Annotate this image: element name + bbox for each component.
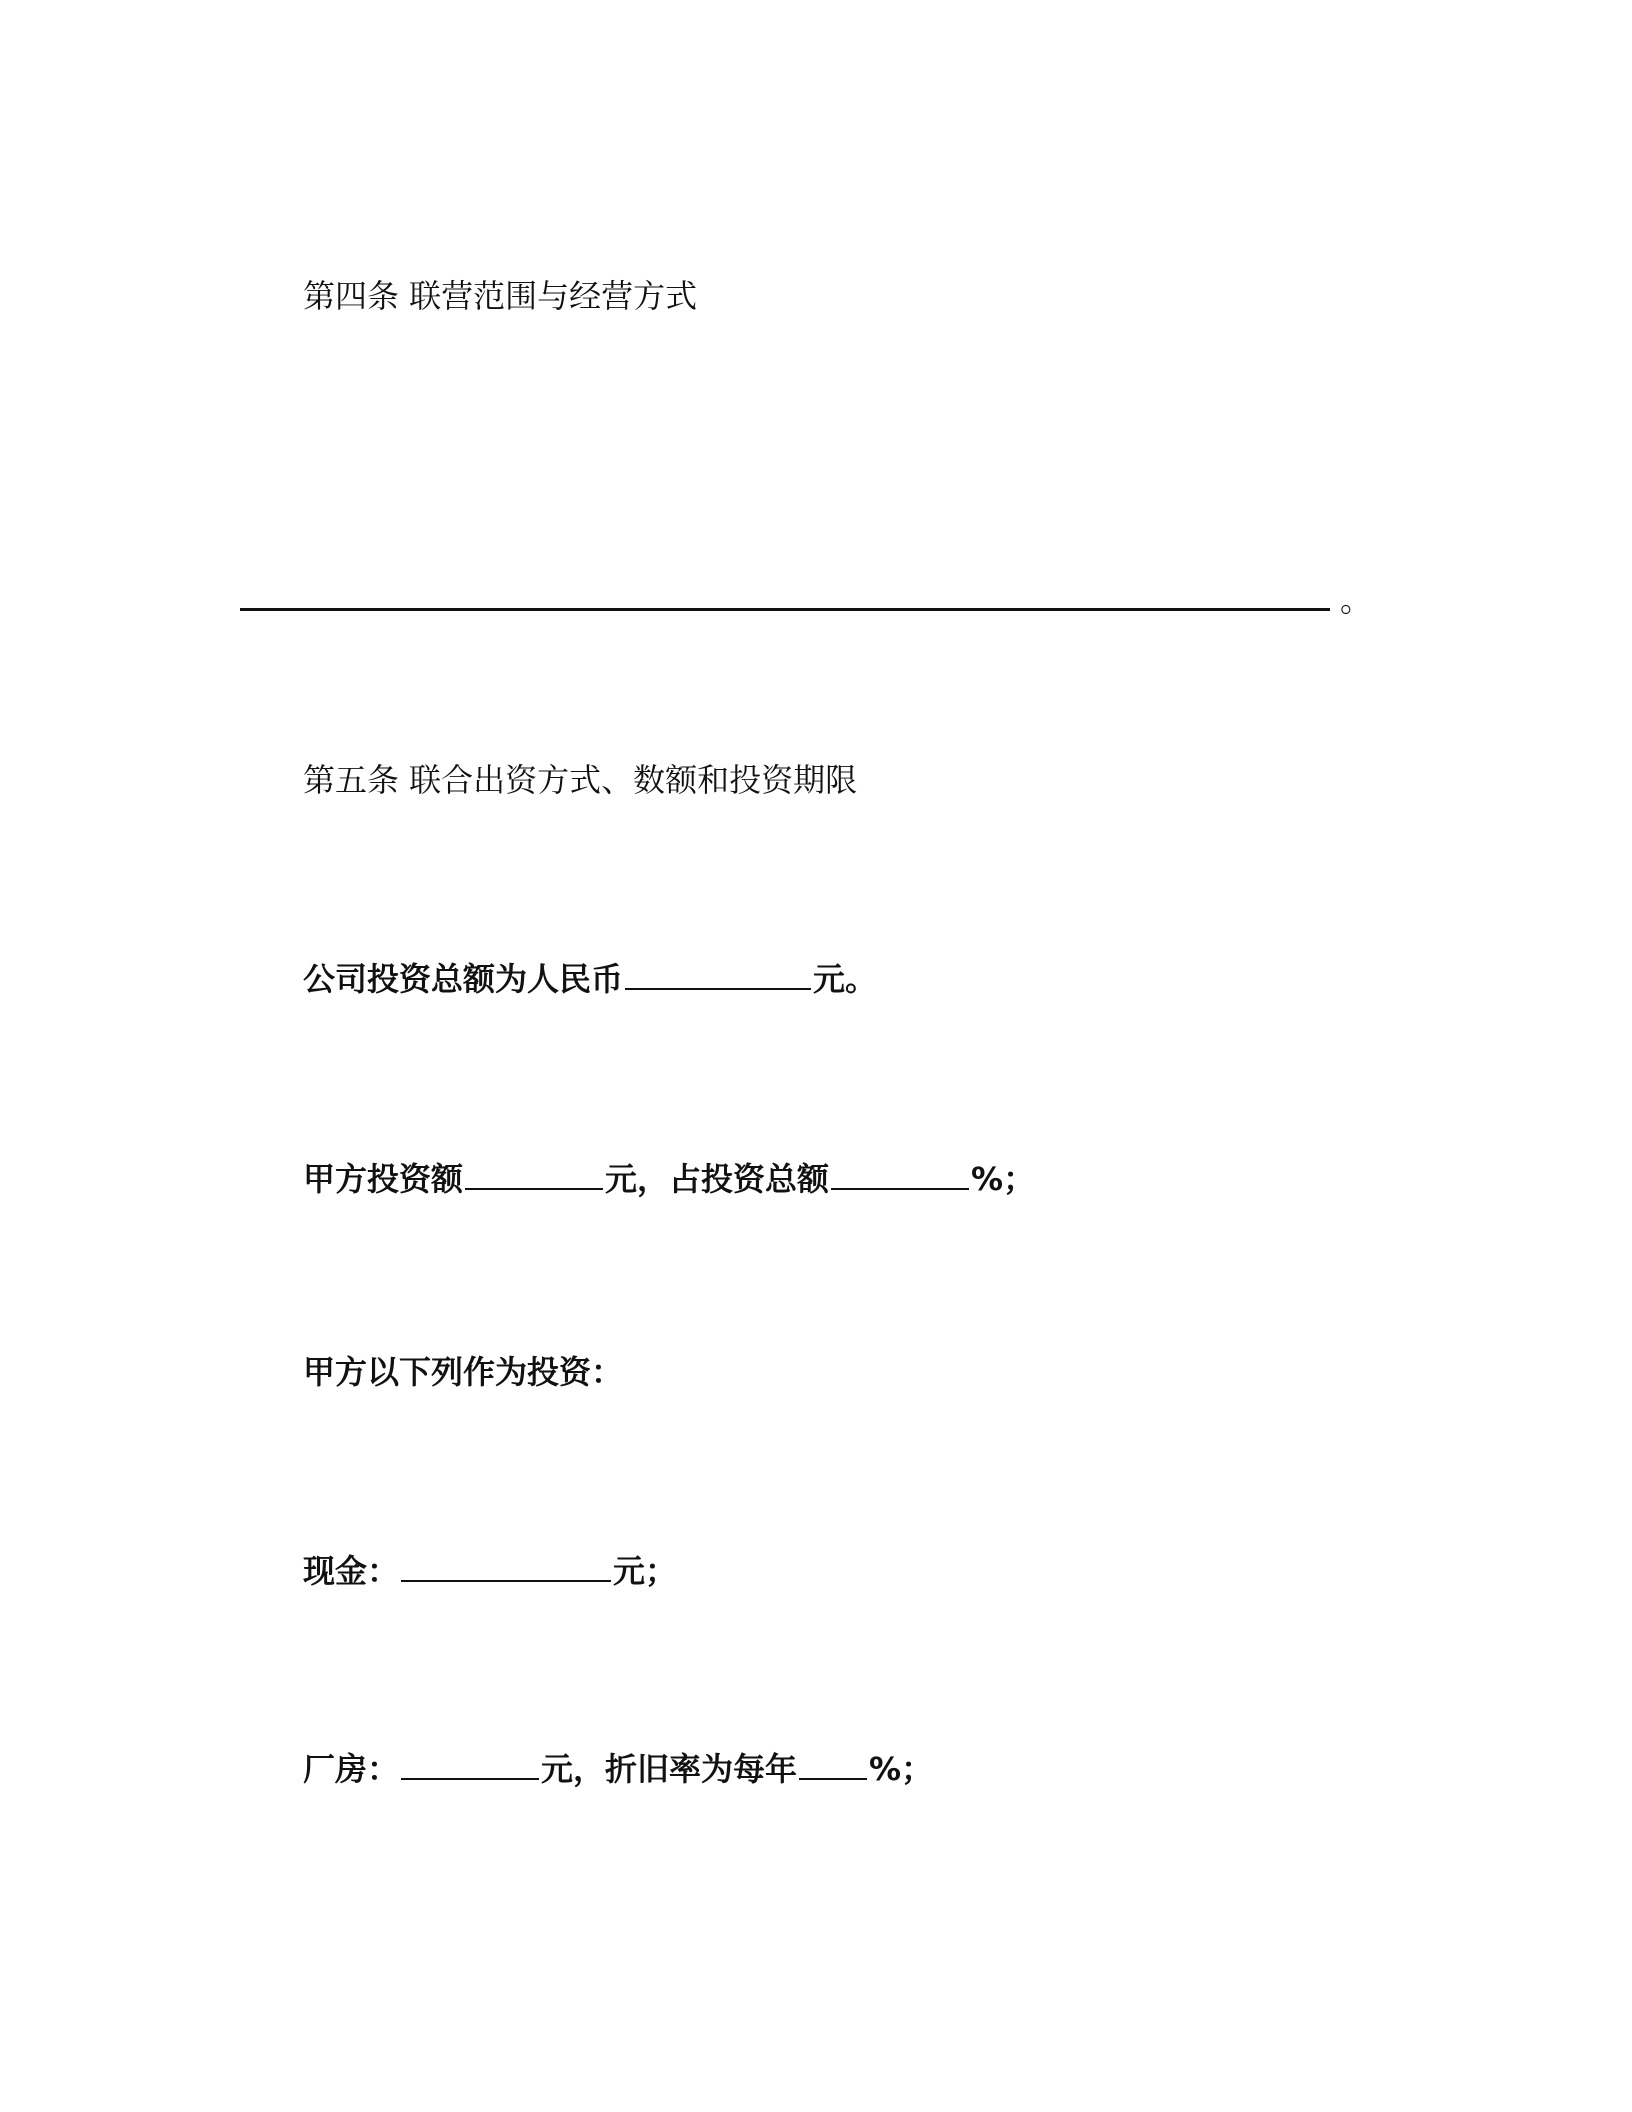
party-a-amount-blank [465, 1158, 603, 1190]
total-investment-prefix: 公司投资总额为人民币 [303, 960, 624, 998]
article-4-heading: 第四条 联营范围与经营方式 [303, 277, 698, 315]
party-a-items-intro: 甲方以下列作为投资： [303, 1353, 624, 1391]
plant-suffix: %； [869, 1750, 934, 1788]
total-investment-suffix: 元。 [813, 960, 878, 998]
plant-amount-blank [401, 1748, 539, 1780]
cash-amount-blank [401, 1550, 611, 1582]
cash-line [303, 1550, 677, 1591]
depreciation-rate-blank [799, 1748, 867, 1780]
article-5-heading: 第五条 联合出资方式、数额和投资期限 [303, 761, 858, 799]
plant-line [303, 1748, 933, 1789]
party-a-investment-line [303, 1158, 1035, 1199]
party-a-percent-blank [831, 1158, 969, 1190]
cash-suffix: 元； [613, 1552, 678, 1590]
party-a-investment-prefix: 甲方投资额 [303, 1160, 464, 1198]
cash-prefix: 现金： [303, 1552, 400, 1590]
total-investment-line [303, 958, 877, 999]
party-a-investment-suffix: %； [971, 1160, 1036, 1198]
scope-fill-line [240, 608, 1330, 611]
scope-end-mark: 。 [1340, 581, 1373, 619]
party-a-investment-middle: 元，占投资总额 [605, 1160, 830, 1198]
plant-middle: 元，折旧率为每年 [541, 1750, 798, 1788]
total-investment-blank [625, 958, 811, 990]
plant-prefix: 厂房： [303, 1750, 400, 1788]
